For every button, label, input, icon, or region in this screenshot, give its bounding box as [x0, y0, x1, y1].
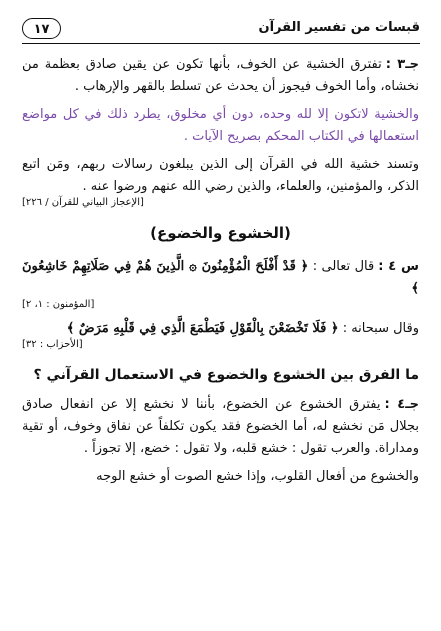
question-4-label: س ٤ :: [378, 259, 419, 274]
page-number-badge: ١٧: [22, 18, 61, 39]
question-4-verse-1-line: [22, 256, 419, 300]
question-4-line1-prefix: قال تعالى :: [312, 259, 375, 274]
answer-4-text: يفترق الخشوع عن الخضوع، بأننا لا نخشع إلا عن انفعال صادق بجلال مَن نخشع له، أما الخضوع فقد يكون تكلفاً عن نفاق وخوف، أو تقية ومداراة. والعرب تقول : خشع قلبه، ولا تقول : خضع، إلا تجوزاً .: [22, 397, 419, 456]
book-title: قبسات من تفسير القرآن: [258, 20, 420, 35]
citation-muminun: [المؤمنون : ١، ٢]: [22, 299, 95, 310]
answer-4-label: جـ٤ :: [384, 397, 419, 412]
paragraph-khushu-heart-text: والخشوع من أفعال القلوب، وإذا خشع الصوت أو خشع الوجه: [96, 469, 419, 484]
quran-verse-ahzab: ﴿ فَلَا تَخْضَعْنَ بِالْقَوْلِ فَيَطْمَعَ الَّذِي فِي قَلْبِهِ مَرَضٌ ﴾: [66, 321, 339, 336]
quran-verse-muminun: ﴿ قَدْ أَفْلَحَ الْمُؤْمِنُونَ ۞ الَّذِينَ هُمْ فِي صَلَاتِهِمْ خَاشِعُونَ ﴾: [22, 259, 419, 296]
header-divider: [22, 43, 420, 44]
question-4-text: ما الفرق بين الخشوع والخضوع في الاستعمال القرآني ؟: [33, 367, 419, 383]
citation-ijaz: [الإعجاز البياني للقرآن / ٢٢٦]: [22, 197, 144, 208]
paragraph-khashya-exclusive: [22, 104, 419, 148]
citation-ahzab: [الأحزاب : ٣٢]: [22, 339, 83, 350]
answer-3: [22, 54, 419, 98]
answer-3-label: جـ٣ :: [385, 57, 420, 72]
question-4: [22, 256, 419, 386]
answer-3-text: تفترق الخشية عن الخوف، بأنها تكون عن يقين صادق بعظمة من نخشاه، وأما الخوف فيجوز أن يحدث عن تسلط بالقهر والإرهاب .: [22, 57, 419, 94]
paragraph-khushu-heart: [22, 466, 419, 488]
paragraph-khashya-exclusive-line1: والخشية لاتكون إلا لله وحده، دون أي مخلوق، يطرد ذلك: [107, 107, 419, 122]
paragraph-khashya-attribution: [22, 154, 419, 198]
page-content: [22, 54, 419, 488]
page-header: [22, 18, 420, 46]
question-4-line2-prefix: وقال سبحانه :: [342, 321, 419, 336]
section-title: (الخشوع والخضوع): [150, 224, 291, 242]
question-4-verse-2-line: [22, 318, 419, 340]
paragraph-khashya-exclusive-line2: في كل مواضع استعمالها في الكتاب المحكم بصريح الآيات .: [22, 107, 419, 144]
paragraph-khashya-attribution-text: وتسند خشية الله في القرآن إلى الذين يبلغون رسالات ربهم، ومَن اتبع الذكر، والمؤمنين، والعلماء، والذين رضي الله عنهم ورضوا عنه .: [22, 157, 419, 194]
answer-4: [22, 394, 419, 460]
